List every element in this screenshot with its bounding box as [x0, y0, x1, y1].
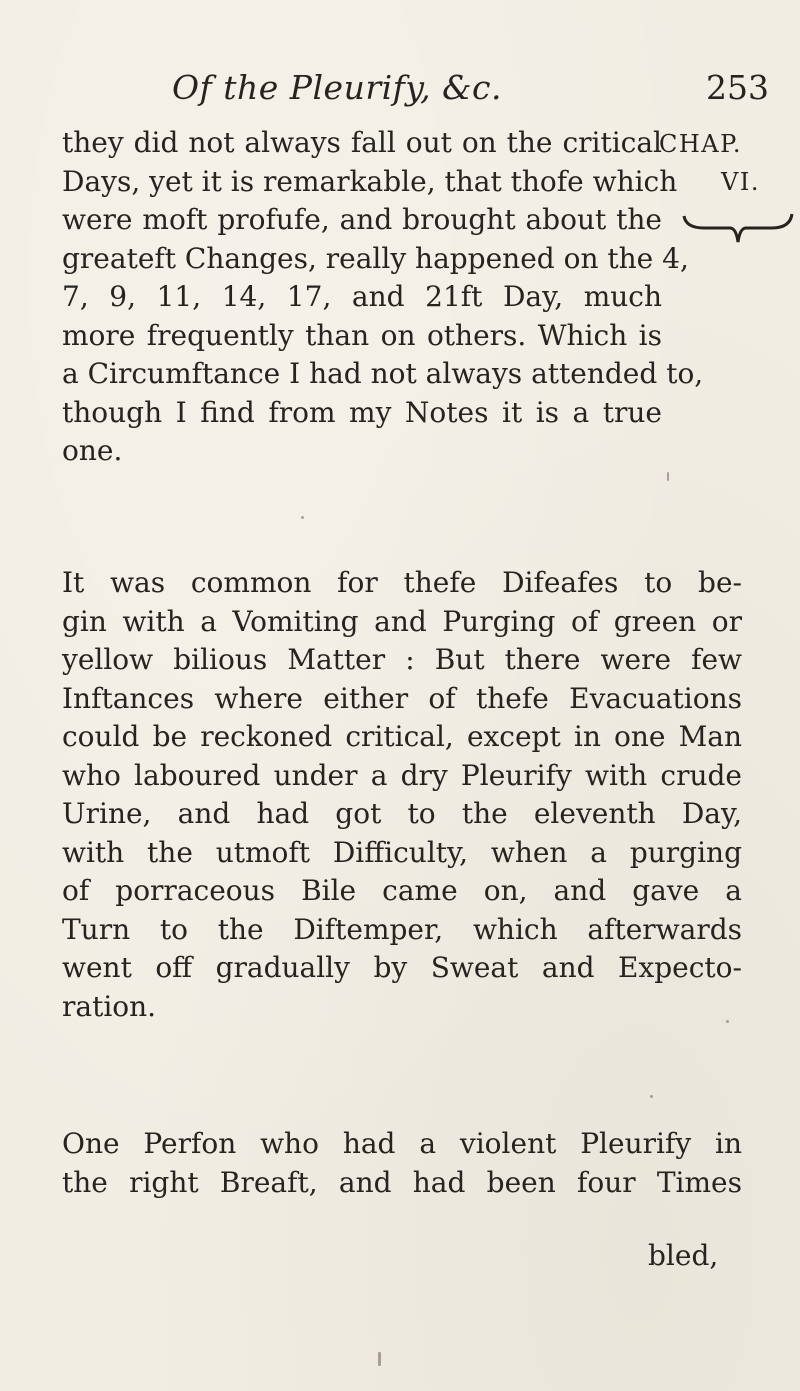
text-line: Days, yet it is remarkable, that thofe which: [62, 164, 678, 198]
text-line: though I find from my Notes it is a true: [62, 395, 662, 429]
text-line: they did not always fall out on the critical: [62, 126, 662, 159]
paper-speck: [650, 1095, 653, 1098]
chapter-side-note: CHAP.: [659, 130, 743, 158]
paper-speck: [726, 1020, 729, 1023]
text-line: gin with a Vomiting and Purging of green or: [62, 604, 742, 638]
catchword: bled,: [648, 1239, 719, 1272]
running-title: Of the Pleurify, &c.: [172, 68, 502, 107]
paper-speck: [301, 516, 304, 519]
text-line: It was common for thefe Difeafes to be-: [62, 566, 742, 599]
text-line: went off gradually by Sweat and Expecto-: [62, 951, 742, 984]
page-number: 253: [706, 68, 769, 107]
text-line: could be reckoned critical, except in one Man: [62, 720, 742, 753]
text-line: Turn to the Diftemper, which afterwards: [62, 912, 742, 946]
text-line: of porraceous Bile came on, and gave a: [62, 874, 742, 907]
text-line: who laboured under a dry Pleurify with crude: [62, 758, 742, 792]
text-line: one.: [62, 434, 123, 467]
paper-speck: [667, 472, 669, 481]
brace-icon: [682, 212, 794, 252]
paper-speck: [378, 1352, 381, 1366]
paragraph-2: [62, 564, 742, 1026]
paragraph-3: [62, 1125, 742, 1202]
text-line: more frequently than on others. Which is: [62, 318, 662, 352]
text-line: Urine, and had got to the eleventh Day,: [62, 797, 742, 830]
text-line: 7, 9, 11, 14, 17, and 21ft Day, much: [62, 280, 662, 313]
text-line: were moft profufe, and brought about the: [62, 203, 662, 236]
text-line: Inftances where either of thefe Evacuations: [62, 681, 742, 715]
text-line: One Perfon who had a violent Pleurify in: [62, 1127, 742, 1160]
text-line: the right Breaft, and had been four Times: [62, 1165, 742, 1199]
text-line: with the utmoft Difficulty, when a purging: [62, 835, 742, 869]
chapter-number: VI.: [721, 168, 760, 196]
text-line: ration.: [62, 989, 157, 1023]
text-line: greateft Changes, really happened on the 4,: [62, 241, 689, 275]
text-line: yellow bilious Matter : But there were few: [62, 643, 742, 676]
text-line: a Circumftance I had not always attended to,: [62, 357, 704, 390]
